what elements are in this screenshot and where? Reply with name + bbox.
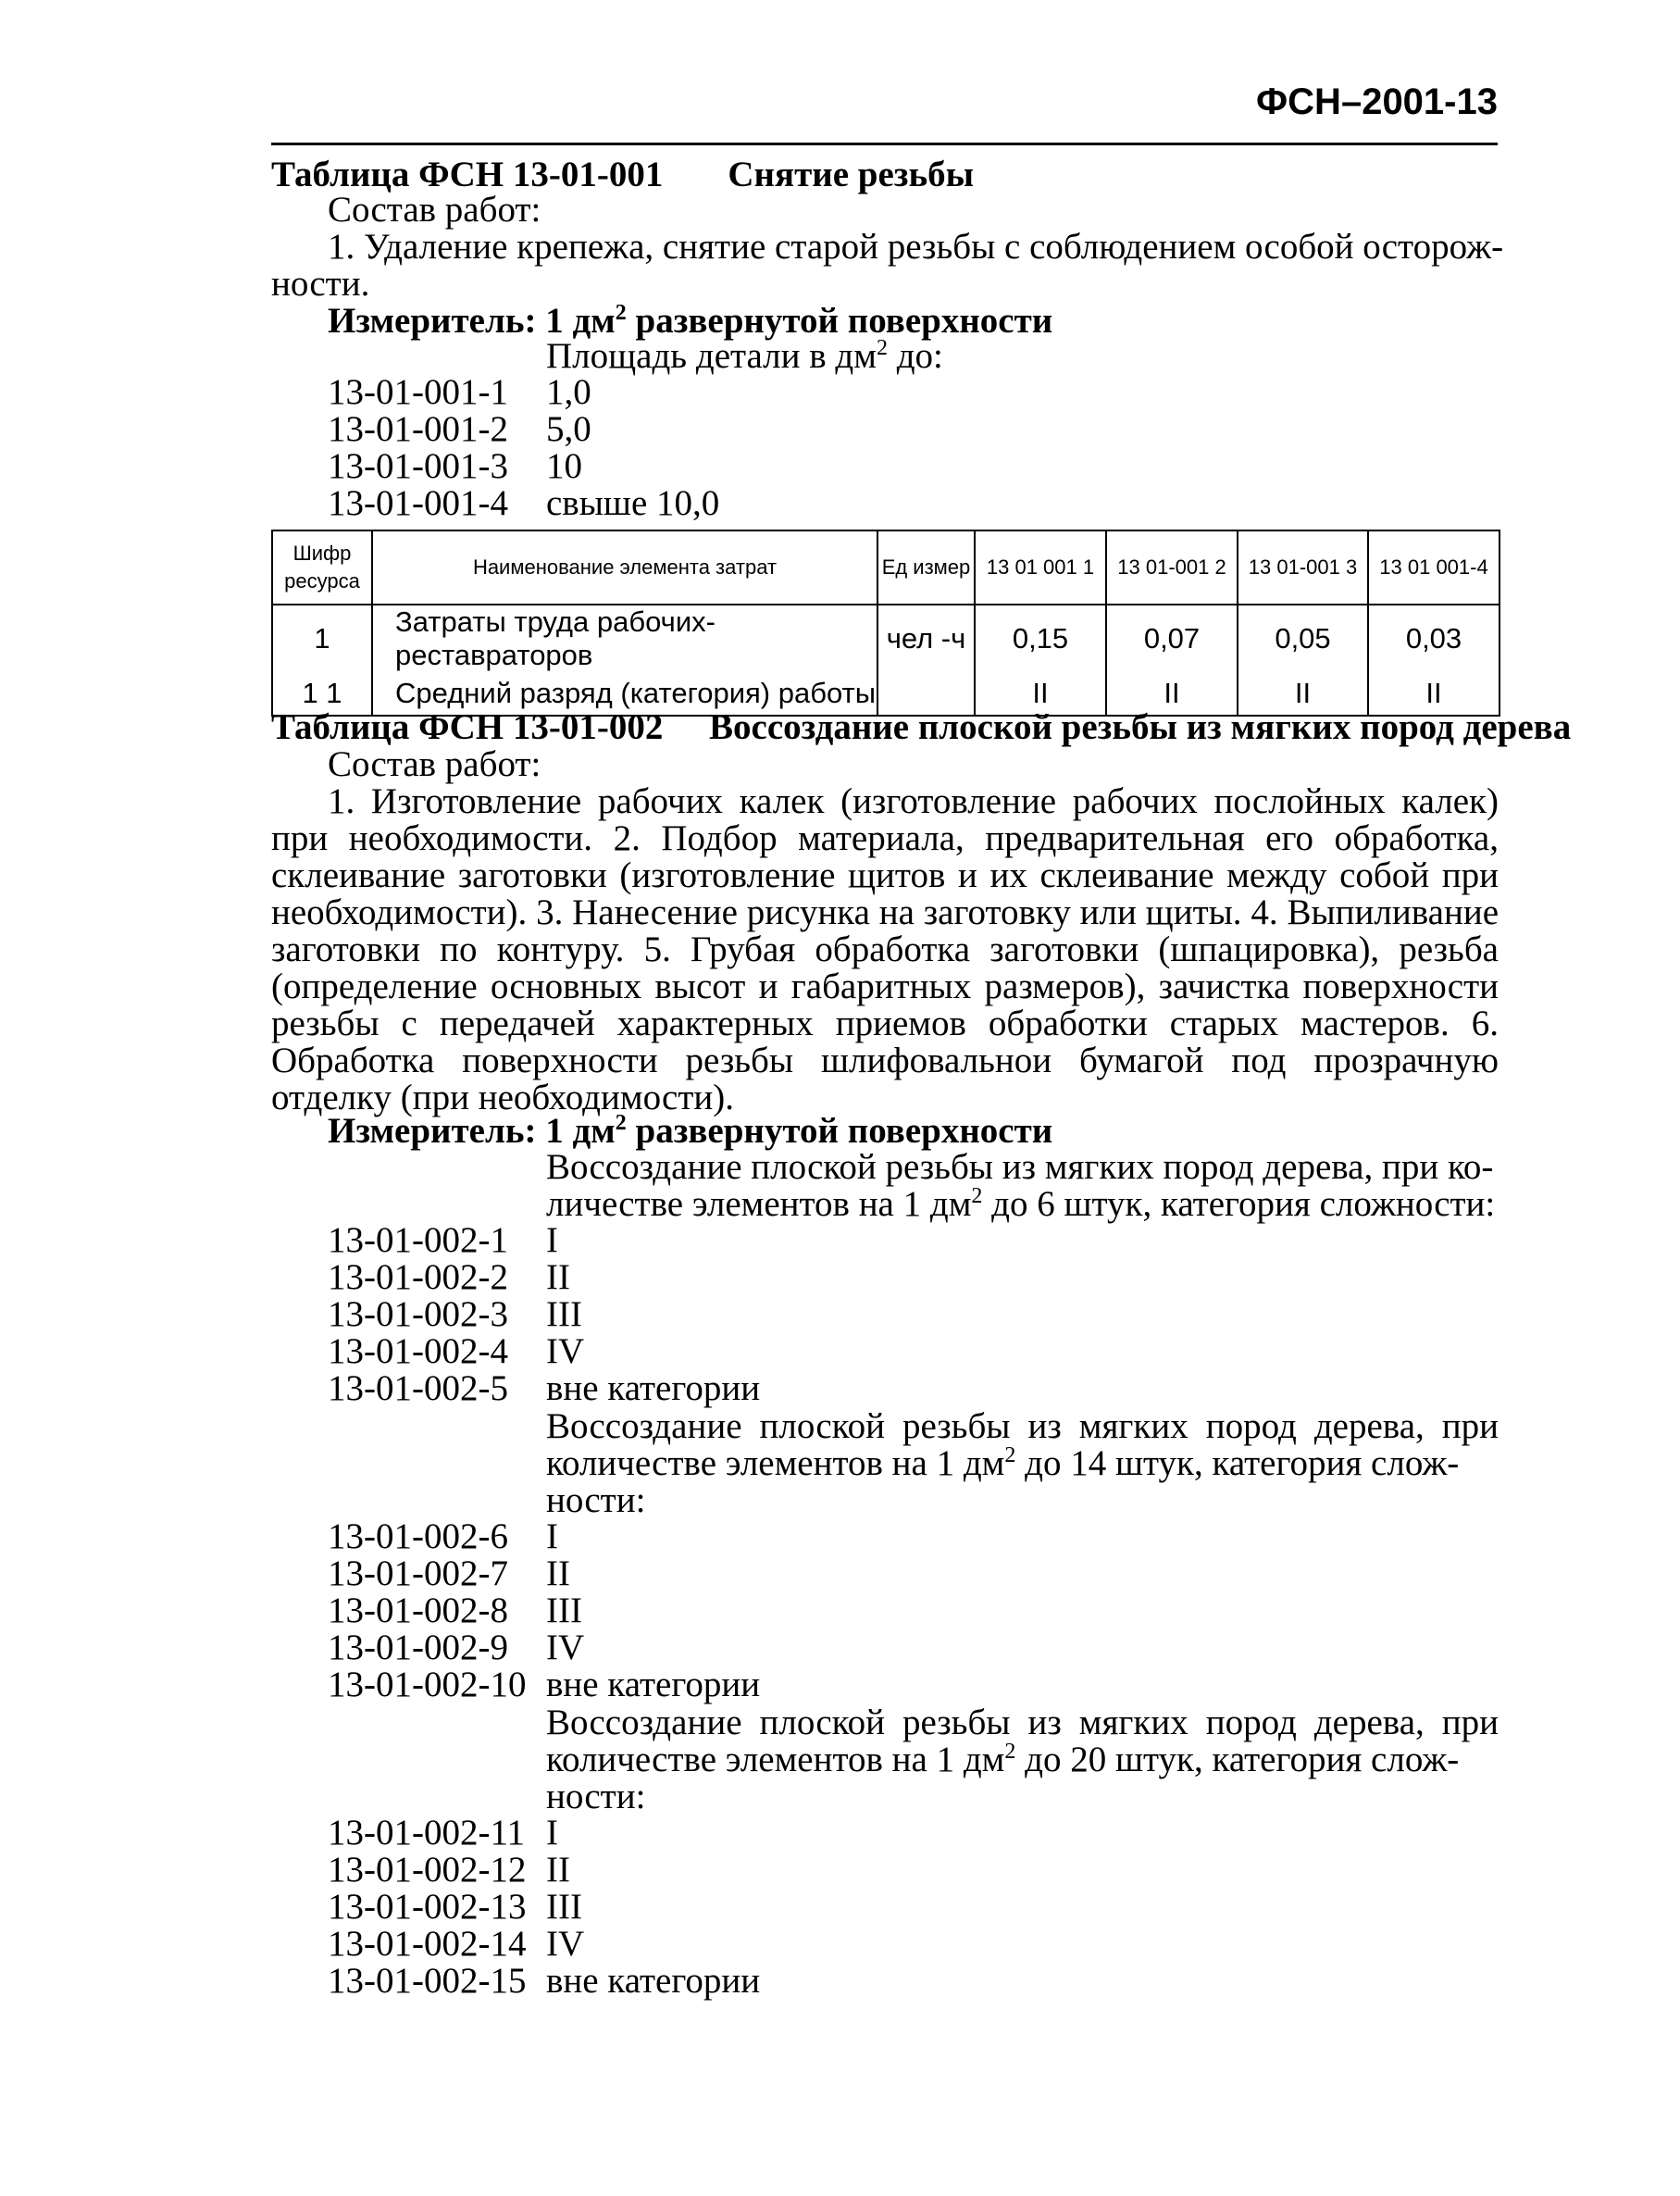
table1-item-code: 13-01-001-1	[328, 372, 508, 412]
item-value: вне категории	[546, 1368, 761, 1408]
area-suffix: до:	[887, 336, 943, 376]
table1-composition-label: Состав работ:	[328, 190, 541, 230]
item-code: 13-01-002-10	[328, 1665, 527, 1704]
group-description-line	[546, 1444, 1499, 1483]
item-code: 13-01-002-9	[328, 1628, 508, 1667]
area-prefix: Площадь детали в дм	[546, 336, 877, 376]
desc-text-wrap	[546, 1444, 1459, 1483]
item-code: 13-01-002-2	[328, 1257, 508, 1297]
table2-composition-label: Состав работ:	[328, 744, 541, 784]
resource-value: 0,03	[1368, 605, 1500, 672]
resource-value: II	[975, 672, 1106, 716]
desc-sup: 2	[1004, 1443, 1016, 1467]
item-value: I	[546, 1220, 558, 1260]
item-code: 13-01-002-14	[328, 1924, 527, 1964]
resource-name: Средний разряд (категория) работы	[372, 672, 877, 716]
desc-text: до 6 штук, категория сложности:	[982, 1184, 1496, 1224]
table1-title	[271, 156, 974, 194]
item-value: вне категории	[546, 1961, 761, 2001]
group-description-line	[546, 1185, 1495, 1224]
item-code: 13-01-002-3	[328, 1294, 508, 1334]
table1-item-code: 13-01-001-4	[328, 483, 508, 523]
group-description-line: Воссоздание плоской резьбы из мягких пород дерева, при	[546, 1703, 1499, 1742]
table1-title-code: Таблица ФСН 13-01-001	[271, 155, 664, 194]
resource-value: 0,07	[1106, 605, 1238, 672]
column-header: 13 01-001 2	[1106, 530, 1238, 605]
resource-value: II	[1106, 672, 1238, 716]
column-header: 13 01-001 3	[1238, 530, 1368, 605]
resource-table-header	[272, 530, 1500, 605]
item-value: II	[546, 1850, 570, 1890]
item-value: IV	[546, 1331, 585, 1371]
table1-item-code: 13-01-001-2	[328, 409, 508, 449]
desc-sup: 2	[1004, 1740, 1016, 1764]
header-rule	[271, 143, 1498, 145]
document-code: ФСН–2001-13	[1256, 81, 1498, 122]
group-description-line	[546, 1741, 1499, 1779]
desc-text: личестве элементов на 1 дм	[546, 1184, 972, 1224]
table1-item-value: 5,0	[546, 409, 591, 449]
group-description-line: Воссоздание плоской резьбы из мягких пород дерева, при	[546, 1406, 1499, 1446]
meter-suffix: развернутой поверхности	[626, 301, 1053, 341]
column-header: 13 01 001 1	[975, 530, 1106, 605]
resource-unit: чел -ч	[877, 605, 975, 672]
area-sup: 2	[876, 336, 888, 360]
table1-item-code: 13-01-001-3	[328, 446, 508, 486]
item-value: I	[546, 1516, 558, 1556]
resource-table	[271, 530, 1500, 717]
table2-title-name: Воссоздание плоской резьбы из мягких пород дерева	[709, 707, 1572, 747]
meter-prefix: Измеритель: 1 дм	[328, 1111, 616, 1151]
table1-area-caption	[546, 337, 943, 376]
table2-composition-text: 1. Изготовление рабочих калек (изготовление рабочих послойных калек) при необходимости. 2. Подбор материала, предварительная его обработка, склеивание заготовки (изготовление щитов и их склеивание между собой при необходимости). 3. Нанесение рисунка на заготовку или щиты. 4. Выпиливание заготовки по контуру. 5. Грубая обработка заготовки (шпацировка), резьба (определение основных высот и габаритных размеров), зачистка поверхности резьбы с передачей характерных приемов обработки старых мастеров. 6. Обработка поверхности резьбы шлифовальнои бумагой под прозрачную отделку (при необходимости).	[271, 781, 1499, 1117]
item-code: 13-01-002-13	[328, 1887, 527, 1927]
column-header: Ед измер	[877, 530, 975, 605]
meter-sup: 2	[615, 1111, 627, 1135]
column-header: Наименование элемента затрат	[372, 530, 877, 605]
item-value: III	[546, 1294, 582, 1334]
item-code: 13-01-002-6	[328, 1516, 508, 1556]
item-value: вне категории	[546, 1665, 761, 1704]
desc-sup: 2	[971, 1184, 983, 1208]
column-header: 13 01 001-4	[1368, 530, 1500, 605]
item-value: IV	[546, 1628, 585, 1667]
item-value: III	[546, 1887, 582, 1927]
resource-value: 0,05	[1238, 605, 1368, 672]
table-row	[272, 605, 1500, 672]
item-code: 13-01-002-8	[328, 1591, 508, 1630]
meter-prefix: Измеритель: 1 дм	[328, 301, 616, 341]
resource-code: 1	[272, 605, 372, 672]
item-code: 13-01-002-12	[328, 1850, 527, 1890]
table1-item-value: 10	[546, 446, 582, 486]
group-description-line: ности:	[546, 1480, 646, 1520]
table1-item-value: 1,0	[546, 372, 591, 412]
column-header: Шифр ресурса	[272, 530, 372, 605]
desc-text: количестве элементов на 1 дм	[546, 1443, 1005, 1483]
resource-code: 1 1	[272, 672, 372, 716]
table1-composition-line2: ности.	[271, 264, 370, 304]
table1-meter	[328, 302, 1052, 341]
table1-item-value: свыше 10,0	[546, 483, 720, 523]
meter-suffix: развернутой поверхности	[626, 1111, 1053, 1151]
item-code: 13-01-002-1	[328, 1220, 508, 1260]
group-description-line: Воссоздание плоской резьбы из мягких пород дерева, при ко-	[546, 1147, 1494, 1187]
item-value: III	[546, 1591, 582, 1630]
item-value: I	[546, 1813, 558, 1853]
resource-name: Затраты труда рабочих-реставраторов	[372, 605, 877, 672]
resource-value: II	[1368, 672, 1500, 716]
item-value: II	[546, 1257, 570, 1297]
table2-meter	[328, 1112, 1052, 1151]
table2-title	[271, 707, 1572, 747]
item-value: IV	[546, 1924, 585, 1964]
desc-text: количестве элементов на 1 дм	[546, 1740, 1005, 1779]
item-code: 13-01-002-7	[328, 1553, 508, 1593]
resource-value: 0,15	[975, 605, 1106, 672]
item-code: 13-01-002-15	[328, 1961, 527, 2001]
meter-sup: 2	[615, 301, 627, 325]
desc-text: до 14 штук, категория слож-	[1015, 1443, 1460, 1483]
table1-composition-line1: 1. Удаление крепежа, снятие старой резьбы с соблюдением особой осторож-	[328, 227, 1504, 267]
table2-title-code: Таблица ФСН 13-01-002	[271, 707, 664, 747]
item-value: II	[546, 1553, 570, 1593]
resource-value: II	[1238, 672, 1368, 716]
group-description-line: ности:	[546, 1777, 646, 1816]
table1-title-name: Снятие резьбы	[728, 155, 975, 194]
desc-text: до 20 штук, категория слож-	[1015, 1740, 1460, 1779]
item-code: 13-01-002-4	[328, 1331, 508, 1371]
item-code: 13-01-002-5	[328, 1368, 508, 1408]
item-code: 13-01-002-11	[328, 1813, 526, 1853]
